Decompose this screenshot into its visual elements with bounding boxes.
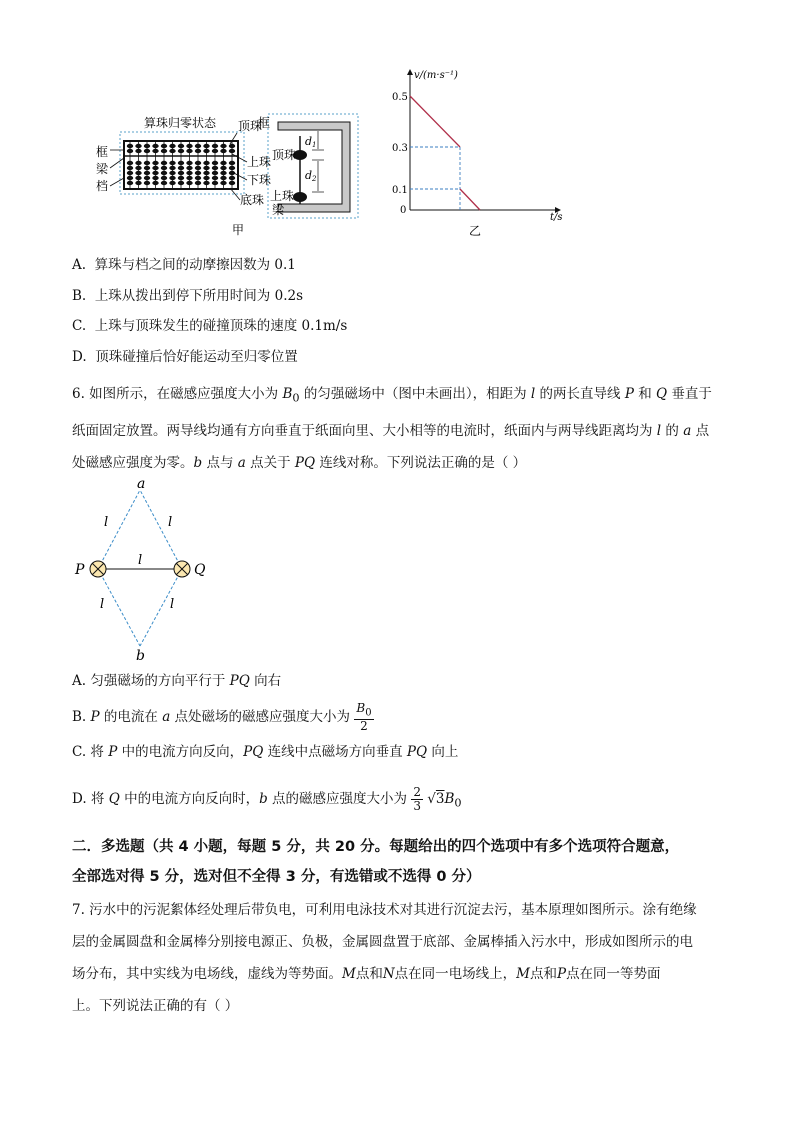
abacus-bead [212, 161, 218, 165]
abacus-bead [169, 176, 175, 180]
abacus-bead [186, 161, 192, 165]
abacus-bead [169, 181, 175, 185]
abacus-bead [195, 166, 201, 170]
abacus-bead [169, 149, 175, 153]
abacus-bead [161, 144, 167, 148]
tick-label-05: 0.5 [392, 92, 408, 103]
abacus-bead [152, 144, 158, 148]
abacus-figure [92, 108, 364, 240]
abacus-bead [220, 166, 226, 170]
abacus-bead [161, 166, 167, 170]
abacus-bead [127, 166, 133, 170]
x-axis-label: t/s [550, 212, 563, 223]
series-line-2 [460, 189, 480, 210]
abacus-bead [212, 181, 218, 185]
label-upper-bead-right: 上珠 [270, 189, 295, 203]
abacus-bead [161, 149, 167, 153]
abacus-bead [152, 171, 158, 175]
label-beam-left: 梁 [96, 162, 109, 176]
series-line-1 [410, 96, 460, 147]
label-d2: d2 [305, 169, 317, 183]
abacus-bead [229, 149, 235, 153]
abacus-bead [127, 161, 133, 165]
abacus-bead [229, 161, 235, 165]
wire-q-label: Q [194, 562, 206, 578]
q6-option-a: A. 匀强磁场的方向平行于 PQ 向右 [72, 673, 282, 689]
abacus-bead [178, 171, 184, 175]
abacus-bead [203, 161, 209, 165]
abacus-bead [135, 166, 141, 170]
zoom-upper-bead [293, 192, 307, 202]
abacus-bead [195, 149, 201, 153]
label-upper-bead: 上珠 [247, 155, 272, 169]
abacus-bead [135, 171, 141, 175]
abacus-bead [178, 176, 184, 180]
q7-stem: 7. 污水中的污泥絮体经处理后带负电，可利用电泳技术对其进行沉淀去污，基本原理如图所示。涂有绝缘 层的金属圆盘和金属棒分别接电源正、负极，金属圆盘置于底部、金属棒插入污水中，形成如图所示的电 场分布，其中实线为电场线，虚线为等势面。M点和N点在同一电场线上，M点和P点在同一等势面 上。下列说法正确的有（ ） [72, 902, 697, 1014]
abacus-bead [152, 149, 158, 153]
svg-text:l: l [170, 597, 175, 612]
q6-line-1: 6. 如图所示，在磁感应强度大小为 $B_0$ 的匀强磁场中（图中未画出），相距为 l 的两长直导线 P 和 Q 垂直于 [72, 386, 712, 405]
section-2-header: 二．多选题（共 4 小题，每题 5 分，共 20 分。每题给出的四个选项中有多个选项符合题意， 全部选对得 5 分，选对但不全得 3 分，有选错或不选得 0 分） [72, 839, 680, 885]
abacus-bead [135, 144, 141, 148]
q6-stem [72, 378, 744, 479]
abacus-bead [195, 171, 201, 175]
abacus-bead [195, 161, 201, 165]
abacus-bead [135, 176, 141, 180]
abacus-bead [144, 171, 150, 175]
abacus-bead [203, 149, 209, 153]
abacus-bead [229, 181, 235, 185]
abacus-bead [178, 181, 184, 185]
q6-figure [70, 474, 220, 664]
abacus-bead [135, 149, 141, 153]
abacus-bead [212, 144, 218, 148]
abacus-bead [144, 161, 150, 165]
abacus-bead [135, 181, 141, 185]
wire-p-label: P [75, 562, 85, 578]
abacus-bead [212, 171, 218, 175]
abacus-bead [178, 144, 184, 148]
label-rod-left: 档 [96, 179, 109, 193]
abacus-bead [152, 181, 158, 185]
abacus-bead [169, 161, 175, 165]
q5-option-b: B. 上珠从拨出到停下所用时间为 0.2s [72, 288, 304, 304]
abacus-bead [178, 149, 184, 153]
wire-q-symbol [174, 561, 190, 577]
abacus-bead [135, 161, 141, 165]
label-beam-right: 梁 [272, 203, 285, 217]
q6-option-b: B. P 的电流在 a 点处磁场的磁感应强度大小为 $\frac{B_0}{2}$ [72, 701, 372, 734]
abacus-bead [220, 161, 226, 165]
abacus-bead [203, 176, 209, 180]
label-top-bead-right: 顶珠 [272, 148, 297, 162]
abacus-bead [220, 171, 226, 175]
tick-label-01: 0.1 [392, 185, 408, 196]
abacus-bead [161, 171, 167, 175]
svg-text:l: l [100, 597, 105, 612]
abacus-bead [212, 149, 218, 153]
q6-option-d: D. 将 Q 中的电流方向反向时，b 点的磁感应强度大小为 $\frac{2}{3}$ $√3B_0$ [72, 785, 462, 813]
wire-p-symbol [90, 561, 106, 577]
abacus-bead [186, 144, 192, 148]
abacus-bead [186, 181, 192, 185]
q6-line-3: 处磁感应强度为零。b 点与 a 点关于 PQ 连线对称。下列说法正确的是（ ） [72, 454, 527, 471]
abacus-bead [212, 166, 218, 170]
abacus-bead [186, 176, 192, 180]
abacus-bead [203, 181, 209, 185]
caption-jia: 甲 [232, 223, 245, 237]
label-lower-bead: 下珠 [247, 173, 272, 187]
abacus-rods [127, 142, 235, 188]
vt-graph [378, 62, 578, 240]
abacus-bead [229, 166, 235, 170]
label-reset-state: 算珠归零状态 [144, 116, 217, 130]
abacus-bead [152, 161, 158, 165]
abacus-bead [127, 171, 133, 175]
abacus-bead [169, 166, 175, 170]
label-frame-left: 框 [96, 145, 109, 159]
abacus-bead [127, 144, 133, 148]
abacus-bead [169, 171, 175, 175]
origin-label: 0 [400, 205, 407, 216]
abacus-bead [178, 161, 184, 165]
q6-line-2: 纸面固定放置。两导线均通有方向垂直于纸面向里、大小相等的电流时，纸面内与两导线距离均为 l 的 a 点 [72, 422, 710, 439]
label-bottom-bead: 底珠 [240, 193, 265, 207]
label-top-bead: 顶珠 [238, 119, 263, 133]
abacus-bead [144, 144, 150, 148]
q5-option-d: D. 顶珠碰撞后恰好能运动至归零位置 [72, 349, 298, 365]
y-axis-label: v/(m·s⁻¹) [414, 70, 458, 81]
abacus-bead [161, 161, 167, 165]
abacus-bead [195, 181, 201, 185]
abacus-bead [127, 176, 133, 180]
abacus-bead [229, 176, 235, 180]
abacus-bead [178, 166, 184, 170]
abacus-bead [144, 149, 150, 153]
q6-option-c: C. 将 P 中的电流方向反向，PQ 连线中点磁场方向垂直 PQ 向上 [72, 744, 459, 760]
point-b-label: b [136, 648, 145, 664]
tick-label-03: 0.3 [392, 143, 408, 154]
abacus-bead [220, 181, 226, 185]
abacus-bead [186, 149, 192, 153]
abacus-bead [169, 144, 175, 148]
caption-yi: 乙 [469, 224, 482, 238]
abacus-bead [203, 144, 209, 148]
abacus-bead [220, 144, 226, 148]
abacus-bead [195, 176, 201, 180]
svg-text:l: l [138, 553, 143, 568]
abacus-bead [186, 166, 192, 170]
abacus-bead [186, 171, 192, 175]
abacus-bead [203, 171, 209, 175]
abacus-bead [127, 181, 133, 185]
abacus-bead [152, 166, 158, 170]
svg-text:l: l [168, 515, 173, 530]
abacus-bead [144, 176, 150, 180]
label-frame-right: 框 [258, 116, 271, 130]
abacus-bead [212, 176, 218, 180]
abacus-bead [144, 166, 150, 170]
q5-option-a: A. 算珠与档之间的动摩擦因数为 0.1 [72, 257, 296, 273]
q5-option-c: C. 上珠与顶珠发生的碰撞顶珠的速度 0.1m/s [72, 318, 348, 334]
label-d1: d1 [305, 135, 317, 149]
abacus-bead [229, 144, 235, 148]
abacus-bead [152, 176, 158, 180]
abacus-bead [220, 149, 226, 153]
abacus-bead [195, 144, 201, 148]
abacus-bead [144, 181, 150, 185]
svg-text:l: l [104, 515, 109, 530]
abacus-bead [220, 176, 226, 180]
abacus-bead [161, 181, 167, 185]
point-a-label: a [137, 476, 146, 492]
abacus-bead [127, 149, 133, 153]
abacus-bead [203, 166, 209, 170]
abacus-bead [161, 176, 167, 180]
